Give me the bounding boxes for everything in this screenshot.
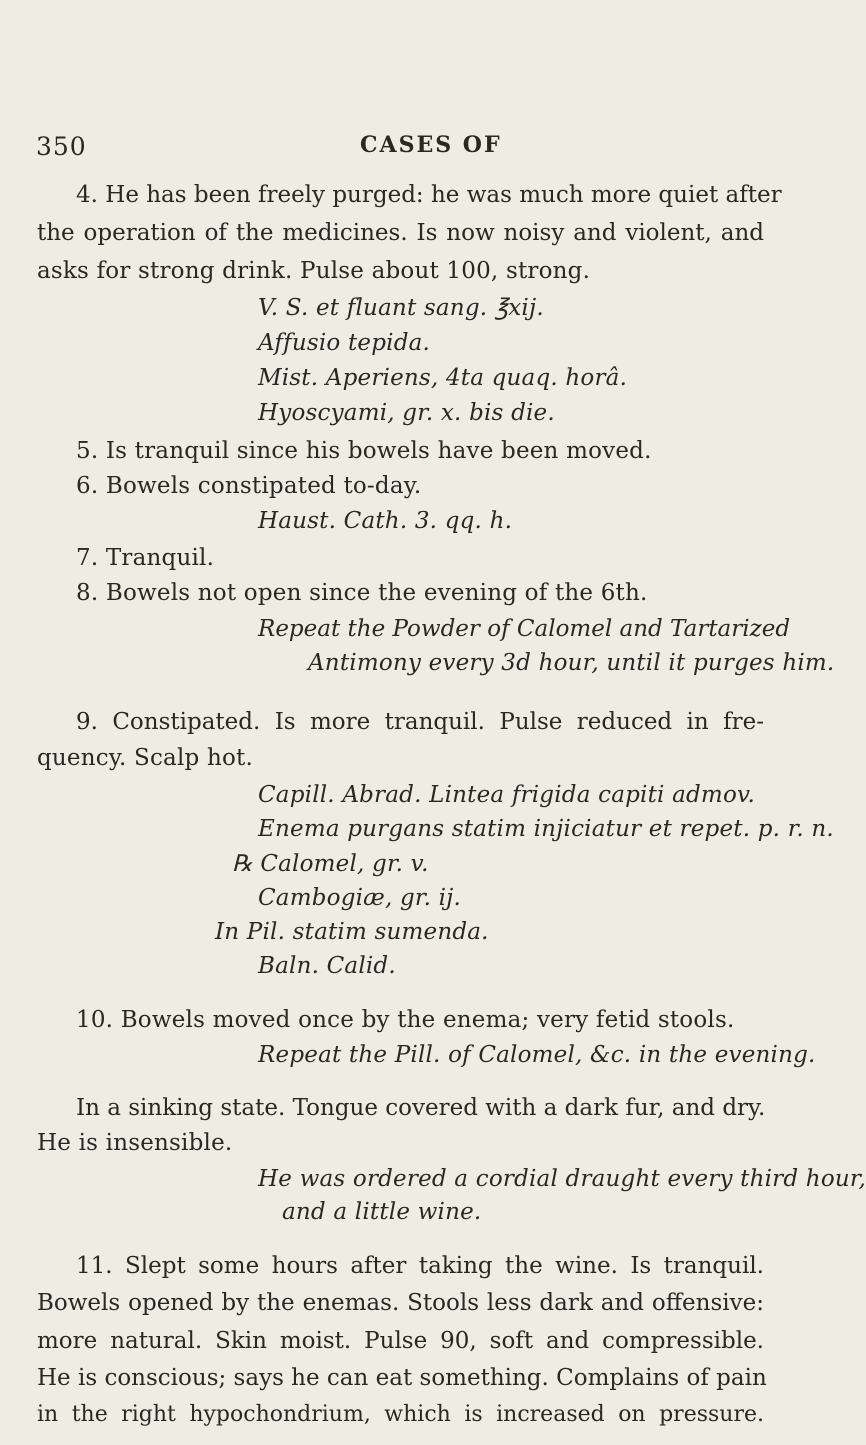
text-line: 10. Bowels moved once by the enema; very fetid stools. [76,1007,735,1033]
text-line: 7. Tranquil. [76,545,215,571]
prescription-line: Antimony every 3d hour, until it purges him. [308,650,835,676]
text-line: In a sinking state. Tongue covered with a dark fur, and dry. [76,1095,766,1121]
text-line: 9. Constipated. Is more tranquil. Pulse reduced in fre- [76,709,764,735]
prescription-line: and a little wine. [282,1199,482,1225]
prescription-line: He was ordered a cordial draught every third hour, [258,1166,866,1192]
prescription-line: Haust. Cath. 3. qq. h. [258,508,513,534]
text-line: 11. Slept some hours after taking the wine. Is tranquil. [76,1253,764,1279]
prescription-line: Mist. Aperiens, 4ta quaq. horâ. [258,365,628,391]
prescription-line: Cambogiæ, gr. ij. [258,885,462,911]
text-line: 6. Bowels constipated to-day. [76,473,422,499]
text-line: quency. Scalp hot. [37,745,253,771]
prescription-line: Hyoscyami, gr. x. bis die. [258,400,555,426]
text-line: Bowels opened by the enemas. Stools less dark and offensive: [37,1290,764,1316]
running-title: CASES OF [360,132,502,158]
text-line: 5. Is tranquil since his bowels have been moved. [76,438,652,464]
text-line: the operation of the medicines. Is now noisy and violent, and [37,220,764,246]
text-line: asks for strong drink. Pulse about 100, strong. [37,258,591,284]
prescription-line: ℞ Calomel, gr. v. [232,851,429,877]
prescription-line: Repeat the Pill. of Calomel, &c. in the evening. [258,1042,816,1068]
prescription-line: Repeat the Powder of Calomel and Tartarized [258,616,791,642]
text-line: in the right hypochondrium, which is increased on pressure. [37,1402,764,1427]
page-number: 350 [36,132,87,161]
prescription-line: Affusio tepida. [258,330,431,356]
prescription-line: Enema purgans statim injiciatur et repet. p. r. n. [258,816,834,842]
prescription-line: Baln. Calid. [258,953,396,979]
text-line: more natural. Skin moist. Pulse 90, soft and compressible. [37,1328,764,1354]
prescription-line: In Pil. statim sumenda. [215,919,489,945]
text-line: 8. Bowels not open since the evening of the 6th. [76,580,648,606]
prescription-line: Capill. Abrad. Lintea frigida capiti admov. [258,782,755,808]
text-line: He is insensible. [37,1130,233,1156]
prescription-line: V. S. et fluant sang. ℥xij. [258,295,544,321]
text-line: He is conscious; says he can eat something. Complains of pain [37,1365,767,1391]
text-line: 4. He has been freely purged: he was much more quiet after [76,182,782,208]
